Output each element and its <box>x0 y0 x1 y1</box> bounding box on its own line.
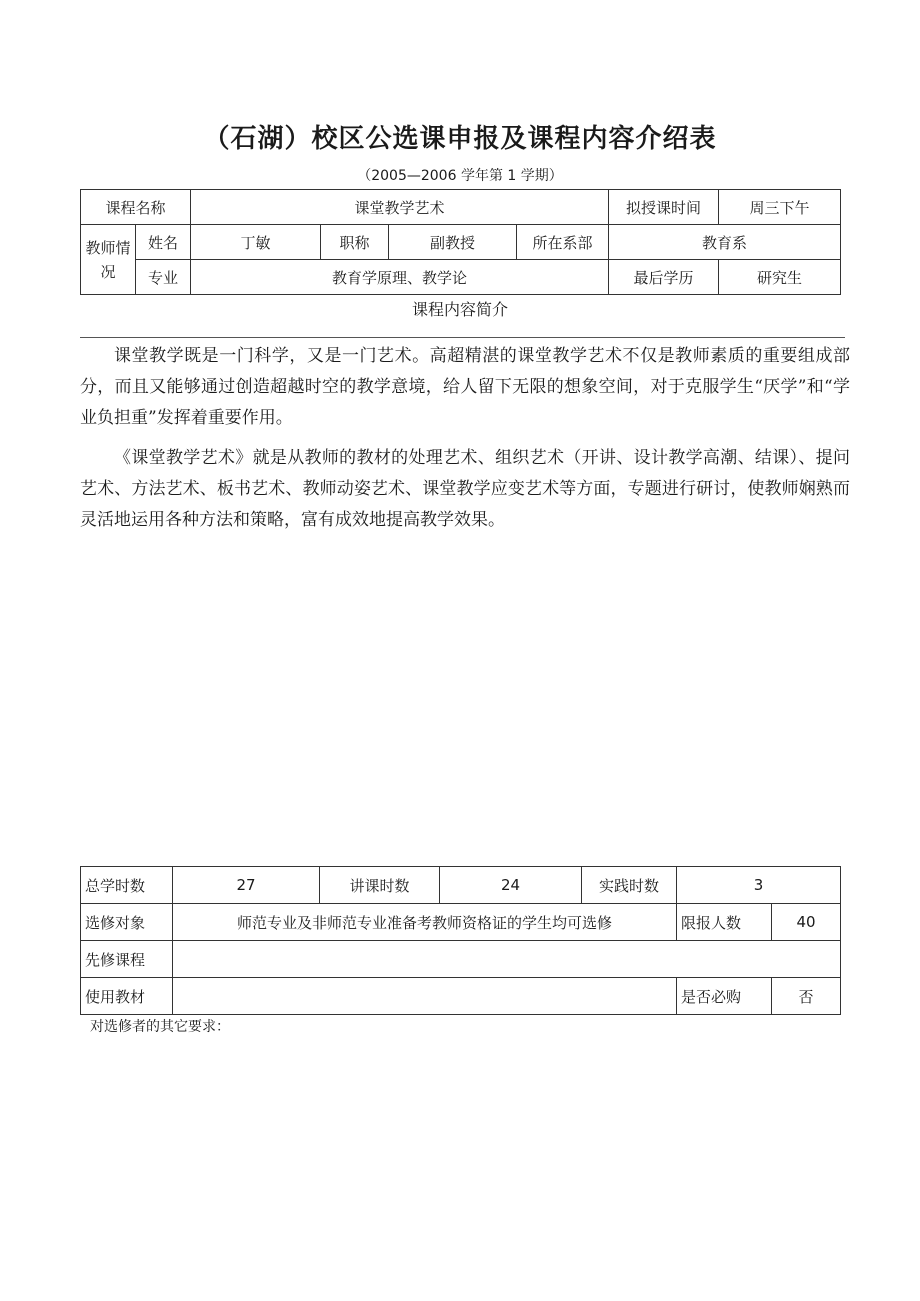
total-hours-value: 27 <box>173 867 320 904</box>
practice-hours-value: 3 <box>677 867 841 904</box>
intro-paragraph: 《课堂教学艺术》就是从教师的教材的处理艺术、组织艺术（开讲、设计教学高潮、结课）、提问艺术、方法艺术、板书艺术、教师动姿艺术、课堂教学应变艺术等方面，专题进行研讨，使教师娴熟而灵活地运用各种方法和策略，富有成效地提高教学效果。 <box>80 448 850 530</box>
textbook-value <box>173 978 677 1015</box>
other-requirements-label: 对选修者的其它要求： <box>90 1019 230 1035</box>
major-value: 教育学原理、教学论 <box>191 260 609 295</box>
target-label: 选修对象 <box>81 904 173 941</box>
lecture-hours-label: 讲课时数 <box>320 867 440 904</box>
total-hours-label: 总学时数 <box>81 867 173 904</box>
practice-hours-label: 实践时数 <box>582 867 677 904</box>
limit-label: 限报人数 <box>677 904 772 941</box>
table-row <box>81 867 841 904</box>
title-label: 职称 <box>321 225 389 260</box>
term-subtitle: （2005—2006 学年第 1 学期） <box>357 168 563 184</box>
department-value: 教育系 <box>609 225 841 260</box>
target-value: 师范专业及非师范专业准备考教师资格证的学生均可选修 <box>173 904 677 941</box>
table-row <box>81 978 841 1015</box>
limit-value: 40 <box>772 904 841 941</box>
course-details-table <box>80 866 841 1015</box>
must-buy-value: 否 <box>772 978 841 1015</box>
table-row <box>81 225 841 260</box>
teacher-info-label: 教师情况 <box>81 225 136 295</box>
table-row <box>81 904 841 941</box>
course-info-table <box>80 189 841 295</box>
title-value: 副教授 <box>389 225 517 260</box>
prereq-label: 先修课程 <box>81 941 173 978</box>
page-title: （石湖）校区公选课申报及课程内容介绍表 <box>203 124 717 154</box>
department-label: 所在系部 <box>517 225 609 260</box>
textbook-label: 使用教材 <box>81 978 173 1015</box>
intro-paragraph: 课堂教学既是一门科学，又是一门艺术。高超精湛的课堂教学艺术不仅是教师素质的重要组成部分，而且又能够通过创造超越时空的教学意境，给人留下无限的想象空间，对于克服学生“厌学”和“学业负担重”发挥着重要作用。 <box>80 346 850 428</box>
planned-time-label: 拟授课时间 <box>609 190 719 225</box>
degree-label: 最后学历 <box>609 260 719 295</box>
table-row <box>81 941 841 978</box>
course-name-value: 课堂教学艺术 <box>191 190 609 225</box>
degree-value: 研究生 <box>719 260 841 295</box>
prereq-value <box>173 941 841 978</box>
name-label: 姓名 <box>136 225 191 260</box>
name-value: 丁敏 <box>191 225 321 260</box>
intro-section-title: 课程内容简介 <box>411 300 508 319</box>
must-buy-label: 是否必购 <box>677 978 772 1015</box>
table-row <box>81 190 841 225</box>
planned-time-value: 周三下午 <box>719 190 841 225</box>
divider <box>80 337 845 338</box>
major-label: 专业 <box>136 260 191 295</box>
table-row <box>81 260 841 295</box>
lecture-hours-value: 24 <box>440 867 582 904</box>
intro-content <box>80 341 850 545</box>
course-name-label: 课程名称 <box>81 190 191 225</box>
